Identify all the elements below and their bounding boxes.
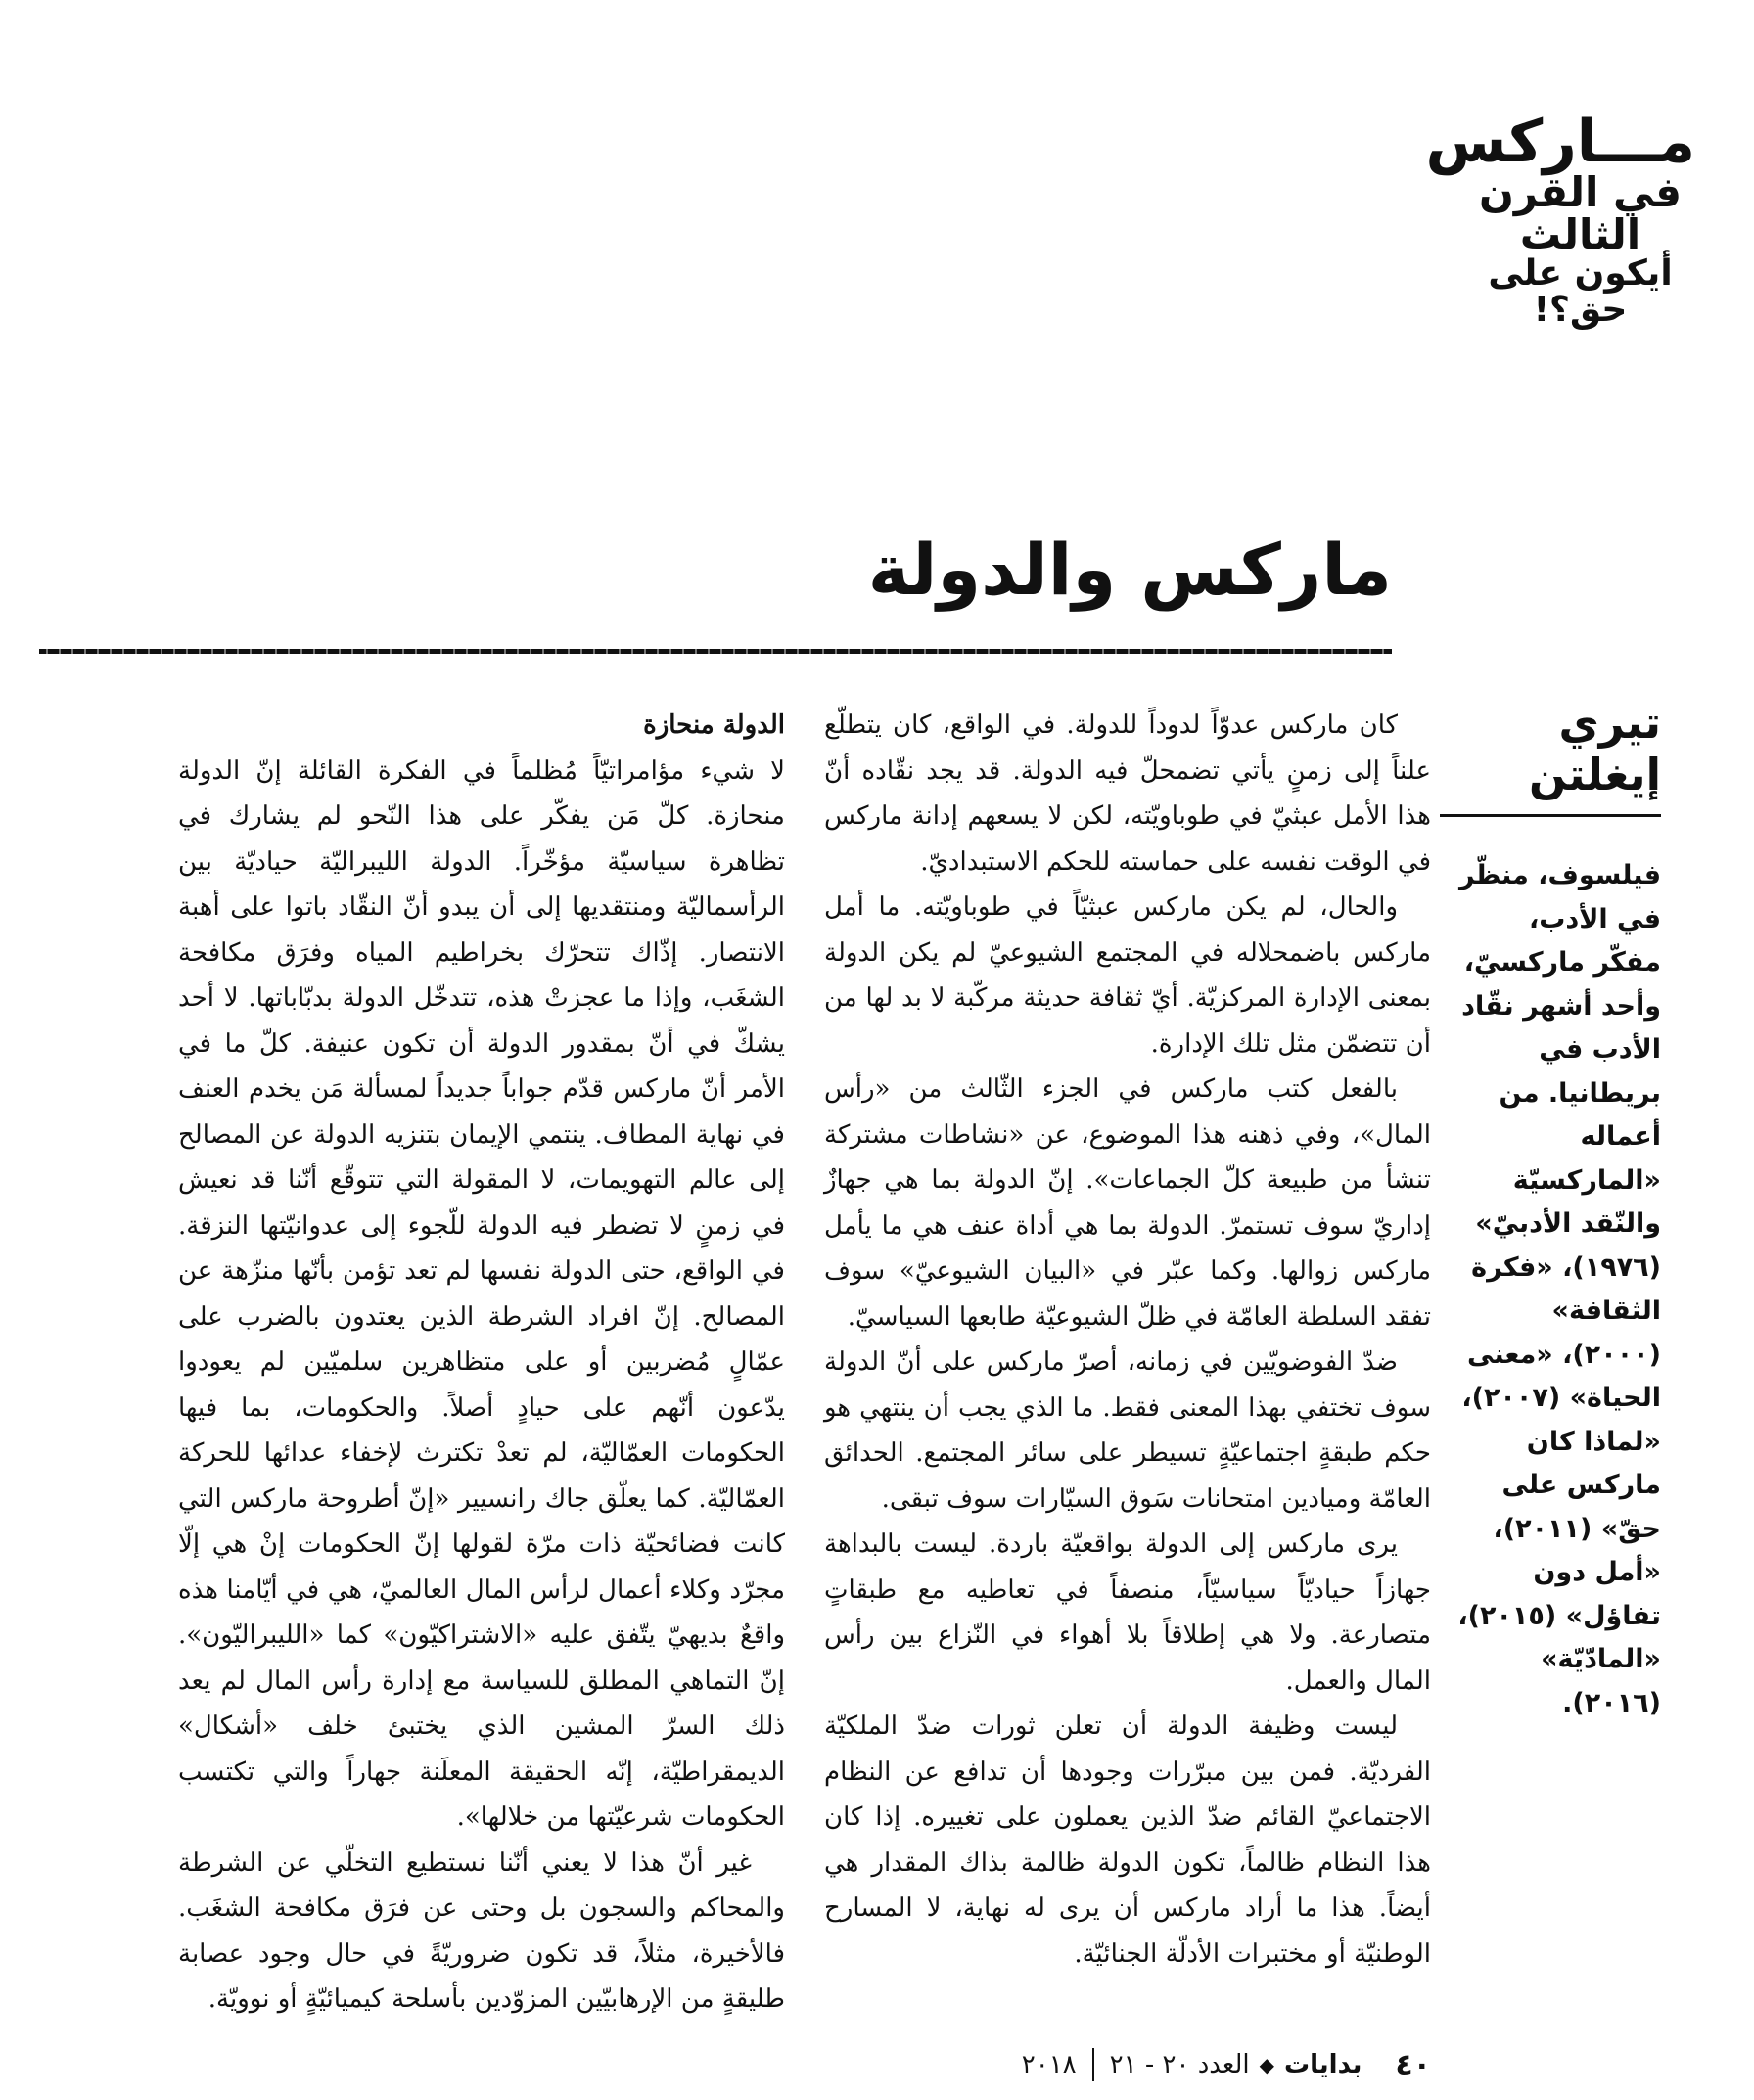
section-logo bbox=[1425, 108, 1695, 330]
paragraph: يرى ماركس إلى الدولة بواقعيّة باردة. ليست بالبداهة جهازاً حياديّاً سياسيّاً، منصفاً في تعاطيه مع طبقاتٍ متصارعة. ولا هي إطلاقاً بلا أهواء في النّزاع بين رأس المال والعمل. bbox=[824, 1529, 1431, 1696]
article-column-2 bbox=[178, 703, 785, 2023]
diamond-icon: ◆ bbox=[1259, 2053, 1275, 2077]
article-title: ماركس والدولة bbox=[867, 528, 1392, 611]
issue-year: ٢٠١٨ bbox=[1021, 2050, 1077, 2079]
article-column-1 bbox=[824, 703, 1431, 1977]
subheading: الدولة منحازة bbox=[643, 710, 785, 740]
paragraph: بالفعل كتب ماركس في الجزء الثّالث من «رأس المال»، وفي ذهنه هذا الموضوع، عن «نشاطات مشتركة تنشأ من طبيعة كلّ الجماعات». إنّ الدولة بما هي جهازٌ إداريّ سوف تستمرّ. الدولة بما هي أداة عنف هي ما يأمل ماركس زوالها. وكما عبّر في «البيان الشيوعيّ» سوف تفقد السلطة العامّة في ظلّ الشيوعيّة طابعها السياسيّ. bbox=[824, 1074, 1431, 1332]
author-block bbox=[1455, 697, 1661, 1725]
author-bio: فيلسوف، منظّر في الأدب، مفكّر ماركسيّ، وأحد أشهر نقّاد الأدب في بريطانيا. من أعماله «الماركسيّة والنّقد الأدبيّ» (١٩٧٦)، «فكرة الثقافة» (٢٠٠٠)، «معنى الحياة» (٢٠٠٧)، «لماذا كان ماركس على حقّ» (٢٠١١)، «أمل دون تفاؤل» (٢٠١٥)، «المادّيّة» (٢٠١٦). bbox=[1457, 860, 1661, 1718]
paragraph: لا شيء مؤامراتيّاً مُظلماً في الفكرة القائلة إنّ الدولة منحازة. كلّ مَن يفكّر على هذا النّحو لم يشارك في تظاهرة سياسيّة مؤخّراً. الدولة الليبراليّة حياديّة بين الرأسماليّة ومنتقديها إلى أن يبدو أنّ النقّاد باتوا على أهبة الانتصار. إذّاك تتحرّك بخراطيم المياه وفرَق مكافحة الشغَب، وإذا ما عجزتْ هذه، تتدخّل الدولة بدبّاباتها. لا أحد يشكّ في أنّ بمقدور الدولة أن تكون عنيفة. كلّ ما في الأمر أنّ ماركس قدّم جواباً جديداً لمسألة مَن يخدم العنف في نهاية المطاف. ينتمي الإيمان بتنزيه الدولة عن المصالح إلى عالم التهويمات، لا المقولة التي تتوقّع أنّنا قد نعيش في زمنٍ لا تضطر فيه الدولة للّجوء إلى عدوانيّتها النزقة. في الواقع، حتى الدولة نفسها لم تعد تؤمن بأنّها منزّهة عن المصالح. إنّ افراد الشرطة الذين يعتدون بالضرب على عمّالٍ مُضربين أو على متظاهرين سلميّين لم يعودوا يدّعون أنّهم على حيادٍ أصلاً. والحكومات، بما فيها الحكومات العمّاليّة، لم تعدْ تكترث لإخفاء عدائها للحركة العمّاليّة. كما يعلّق جاك رانسيير «إنّ أطروحة ماركس التي كانت فضائحيّة ذات مرّة لقولها إنّ الحكومات إنْ هي إلّا مجرّد وكلاء أعمال لرأس المال العالميّ، هي في أيّامنا هذه واقعٌ بديهيّ يتّفق عليه «الاشتراكيّون» كما «الليبراليّون». إنّ التماهي المطلق للسياسة مع إدارة رأس المال لم يعد ذلك السرّ المشين الذي يختبئ خلف «أشكال» الديمقراطيّة، إنّه الحقيقة المعلَنة جهاراً والتي تكتسب الحكومات شرعيّتها من خلالها». bbox=[178, 755, 785, 1832]
paragraph: غير أنّ هذا لا يعني أنّنا نستطيع التخلّي عن الشرطة والمحاكم والسجون بل وحتى عن فرَق مكافحة الشغَب. فالأخيرة، مثلاً، قد تكون ضروريّةً في حال وجود عصابة طليقةٍ من الإرهابيّين المزوّدين بأسلحة كيميائيّةٍ أو نوويّة. bbox=[178, 1848, 785, 2014]
paragraph: كان ماركس عدوّاً لدوداً للدولة. في الواقع، كان يتطلّع علناً إلى زمنٍ يأتي تضمحلّ فيه الدولة. قد يجد نقّاده أنّ هذا الأمل عبثيّ في طوباويّته، لكن لا يسعهم إدانة ماركس في الوقت نفسه على حماسته للحكم الاستبداديّ. bbox=[824, 710, 1431, 877]
paragraph: ليست وظيفة الدولة أن تعلن ثورات ضدّ الملكيّة الفرديّة. فمن بين مبرّرات وجودها أن تدافع عن النظام الاجتماعيّ القائم ضدّ الذين يعملون على تغييره. إذا كان هذا النظام ظالماً، تكون الدولة ظالمة بذاك المقدار هي أيضاً. هذا ما أراد ماركس أن يرى له نهاية، لا المسارح الوطنيّة أو مختبرات الأدلّة الجنائيّة. bbox=[824, 1712, 1431, 1969]
section-logo-line-1: مـــاركس bbox=[1425, 108, 1695, 176]
issue-number: العدد ٢٠ - ٢١ bbox=[1109, 2050, 1250, 2079]
footer-separator bbox=[1092, 2048, 1094, 2081]
author-name: تيري إيغلتن bbox=[1440, 697, 1661, 817]
page-footer bbox=[587, 2045, 1431, 2084]
section-logo-line-3: أيكون على حق؟! bbox=[1488, 252, 1673, 330]
paragraph: والحال، لم يكن ماركس عبثيّاً في طوباويّته. ما أمل ماركس باضمحلاله في المجتمع الشيوعيّ لم يكن الدولة بمعنى الإدارة المركزيّة. أيّ ثقافة حديثة مركّبة لا بد لها من أن تتضمّن مثل تلك الإدارة. bbox=[824, 892, 1431, 1059]
magazine-name: بدايات bbox=[1284, 2050, 1362, 2079]
section-logo-line-2: في القرن الثالث bbox=[1479, 168, 1682, 259]
title-divider bbox=[39, 649, 1392, 654]
paragraph: ضدّ الفوضويّين في زمانه، أصرّ ماركس على أنّ الدولة سوف تختفي بهذا المعنى فقط. ما الذي يجب أن ينتهي هو حكم طبقةٍ اجتماعيّةٍ تسيطر على سائر المجتمع. الحدائق العامّة وميادين امتحانات سَوق السيّارات سوف تبقى. bbox=[824, 1347, 1431, 1514]
page-number: ٤٠ bbox=[1395, 2047, 1431, 2082]
